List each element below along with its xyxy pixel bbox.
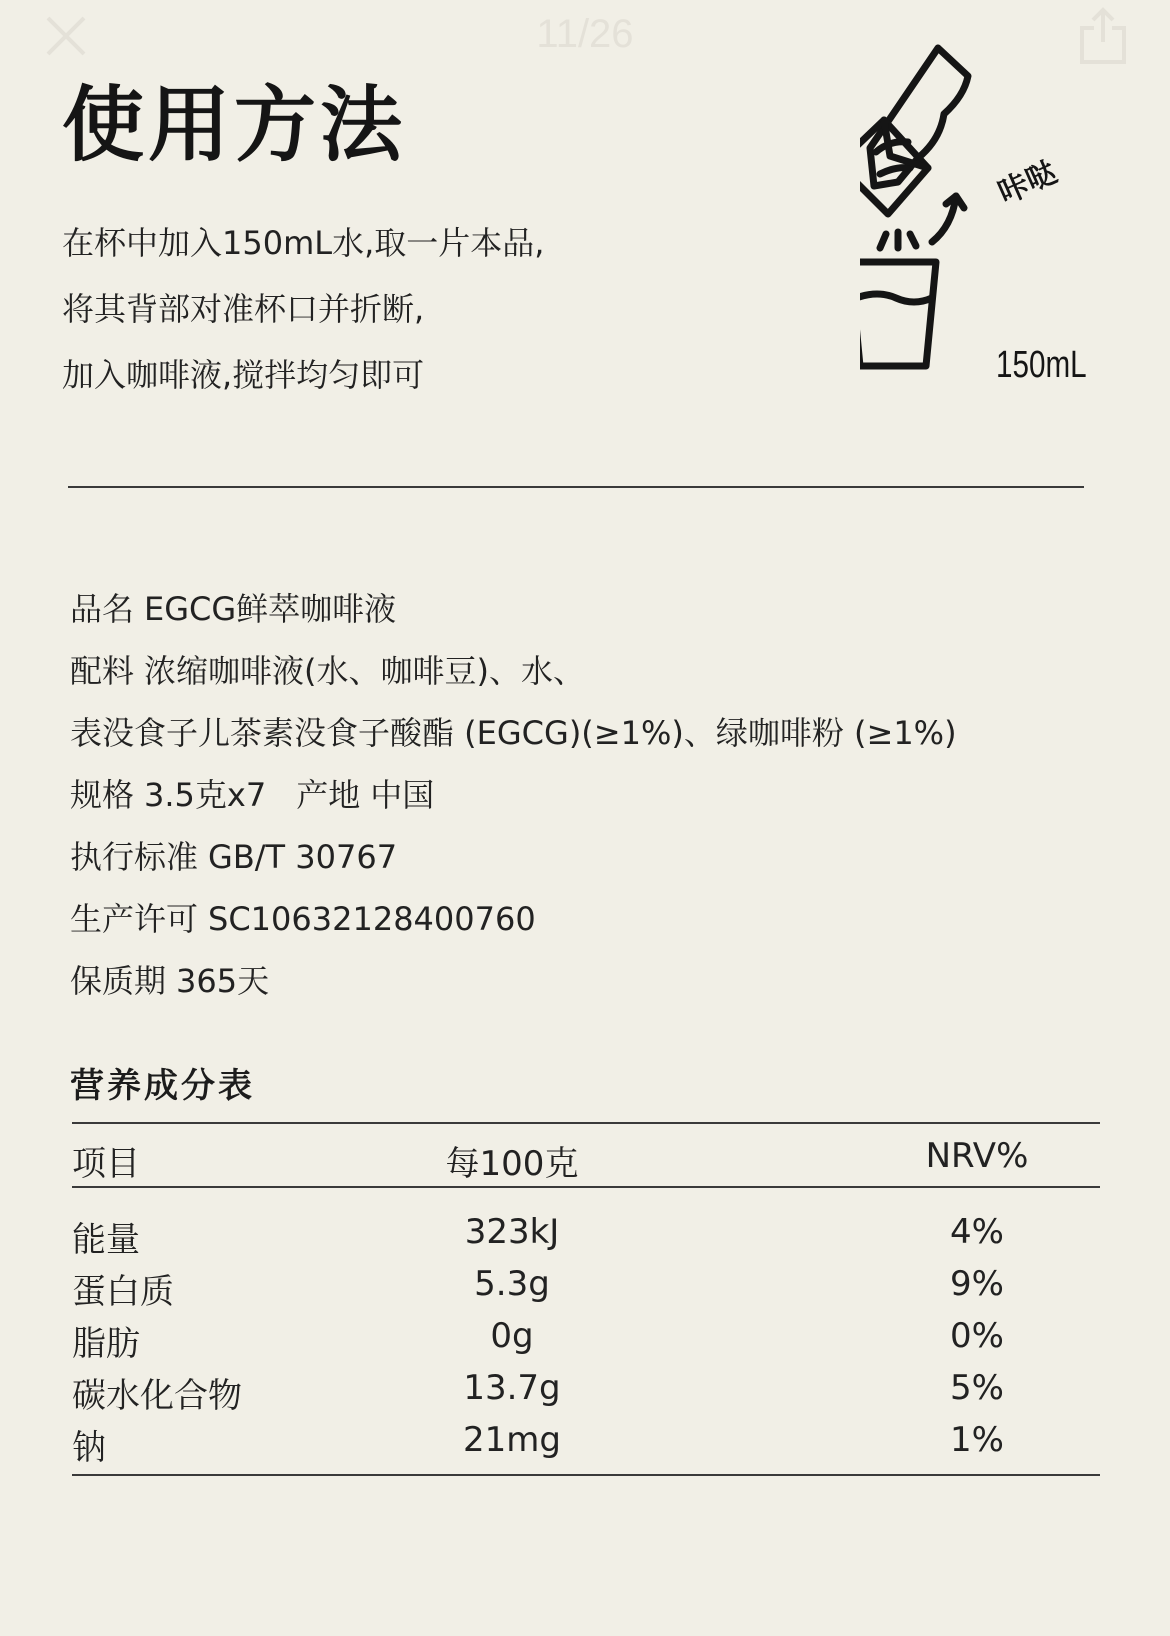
- column-header-item: 项目: [72, 1144, 140, 1184]
- spec-origin-row: [70, 764, 957, 826]
- hand-snapping-sachet-illustration: [860, 36, 1120, 396]
- table-body: [72, 1188, 1100, 1474]
- info-value: 中国: [370, 776, 435, 814]
- info-label: 品名: [70, 590, 135, 628]
- table-row: [72, 1206, 1100, 1258]
- info-value: EGCG鲜萃咖啡液: [144, 590, 397, 628]
- info-value: 3.5克x7: [144, 776, 267, 814]
- usage-step: 在杯中加入150mL水,取一片本品,: [62, 224, 545, 262]
- info-label: 规格: [70, 776, 135, 814]
- info-label: 生产许可: [70, 900, 199, 938]
- usage-steps: [62, 210, 544, 408]
- info-label: 配料: [70, 652, 135, 690]
- nutrient-amount: 0g: [490, 1316, 534, 1356]
- standard-row: [70, 826, 957, 888]
- page-counter: 11/26: [536, 12, 634, 56]
- nutrient-nrv: 9%: [950, 1264, 1004, 1304]
- info-label: 保质期: [70, 962, 167, 1000]
- nutrient-amount: 13.7g: [463, 1368, 561, 1408]
- nutrient-name: 碳水化合物: [72, 1376, 242, 1416]
- info-label: 执行标准: [70, 838, 199, 876]
- nutrient-nrv: 5%: [950, 1368, 1004, 1408]
- click-sound-label: 咔哒: [993, 154, 1063, 212]
- column-header-nrv: NRV%: [925, 1136, 1029, 1176]
- nutrition-table-title: 营养成分表: [70, 1066, 255, 1106]
- table-row: [72, 1310, 1100, 1362]
- nutrient-name: 蛋白质: [72, 1272, 174, 1312]
- shelf-life-row: [70, 950, 957, 1012]
- nutrient-amount: 323kJ: [464, 1212, 560, 1252]
- product-name-row: [70, 578, 957, 640]
- ingredients-row: [70, 640, 957, 702]
- nutrient-name: 能量: [72, 1220, 140, 1260]
- info-value: 365天: [176, 962, 270, 1000]
- nutrient-nrv: 0%: [950, 1316, 1004, 1356]
- product-info: [70, 578, 957, 1012]
- table-rule: [72, 1474, 1100, 1476]
- nutrient-nrv: 1%: [950, 1420, 1004, 1460]
- nutrient-name: 脂肪: [72, 1324, 140, 1364]
- table-row: [72, 1414, 1100, 1466]
- license-row: [70, 888, 957, 950]
- column-header-per-100g: 每100克: [445, 1144, 579, 1184]
- info-label: 产地: [296, 776, 361, 814]
- usage-step: 将其背部对准杯口并折断,: [62, 290, 425, 328]
- info-value: 浓缩咖啡液(水、咖啡豆)、水、: [144, 652, 585, 690]
- usage-step: 加入咖啡液,搅拌均匀即可: [62, 356, 425, 394]
- nutrient-amount: 5.3g: [474, 1264, 550, 1304]
- nutrient-nrv: 4%: [950, 1212, 1004, 1252]
- table-row: [72, 1258, 1100, 1310]
- info-value: SC10632128400760: [208, 900, 536, 938]
- table-header-row: [72, 1124, 1100, 1186]
- usage-title: 使用方法: [62, 78, 407, 173]
- section-divider: [68, 486, 1084, 488]
- info-value: GB/T 30767: [208, 838, 398, 876]
- ingredients-continued-row: 表没食子儿茶素没食子酸酯 (EGCG)(≥1%)、绿咖啡粉 (≥1%): [70, 714, 957, 752]
- nutrient-name: 钠: [72, 1428, 106, 1468]
- table-row: [72, 1362, 1100, 1414]
- volume-label: 150mL: [996, 344, 1087, 386]
- nutrient-amount: 21mg: [463, 1420, 561, 1460]
- nutrition-table: [72, 1122, 1100, 1476]
